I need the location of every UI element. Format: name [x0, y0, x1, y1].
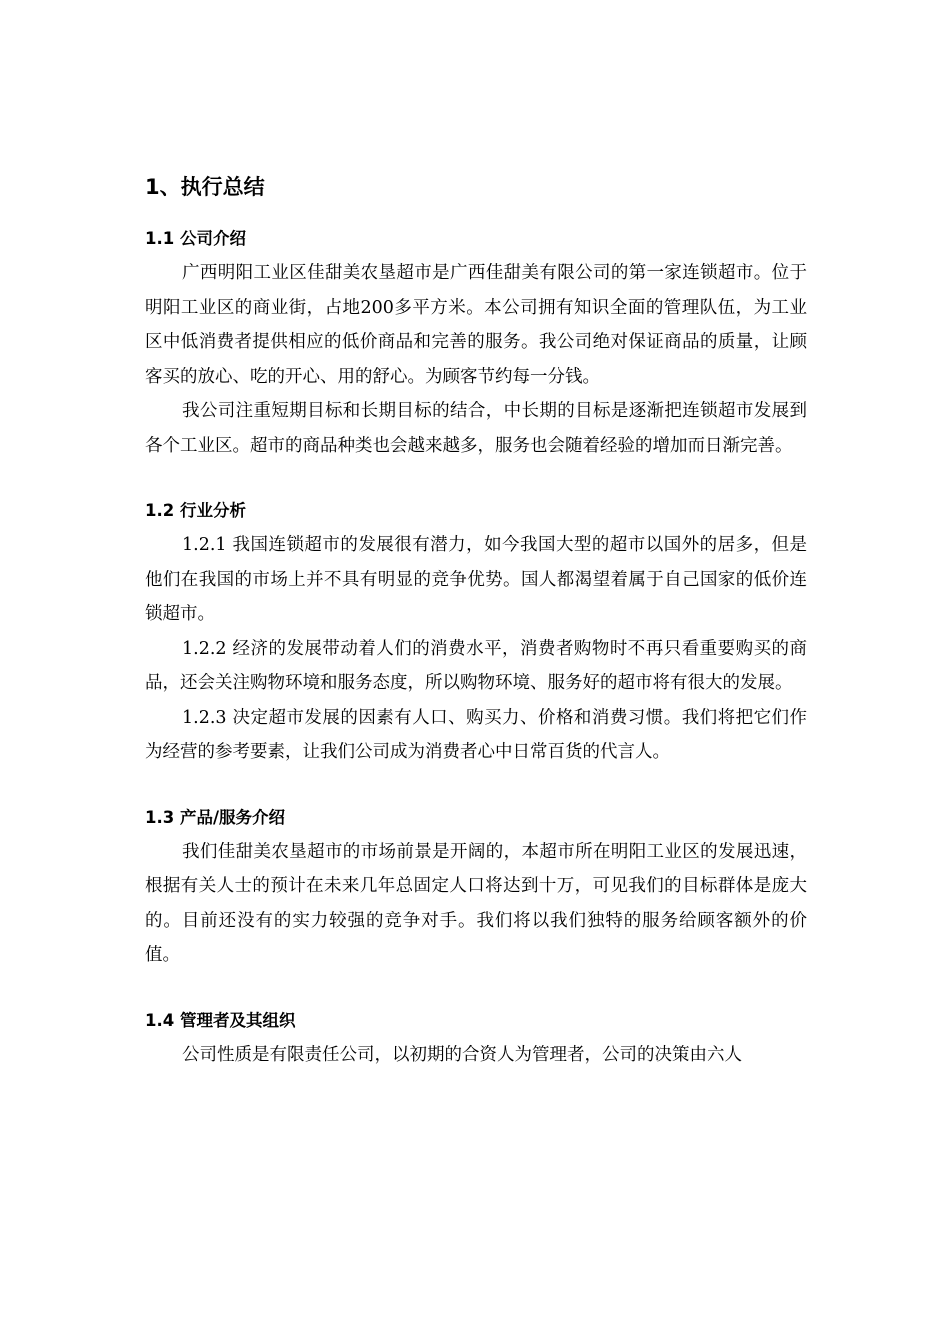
section-spacer	[145, 463, 807, 494]
section-industry-analysis	[145, 494, 807, 770]
section-product-service	[145, 801, 807, 973]
section-heading: 1.1 公司介绍	[145, 229, 246, 248]
chapter-heading: 1、执行总结	[145, 175, 265, 199]
paragraph: 1.2.2 经济的发展带动着人们的消费水平，消费者购物时不再只看重要购买的商品，还会关注购物环境和服务态度，所以购物环境、服务好的超市将有很大的发展。	[145, 638, 807, 693]
section-spacer	[145, 770, 807, 801]
paragraph: 1.2.3 决定超市发展的因素有人口、购买力、价格和消费习惯。我们将把它们作为经营的参考要素，让我们公司成为消费者心中日常百货的代言人。	[145, 707, 807, 762]
section-management	[145, 1004, 807, 1073]
section-heading: 1.3 产品/服务介绍	[145, 807, 286, 827]
paragraph: 我公司注重短期目标和长期目标的结合，中长期的目标是逐渐把连锁超市发展到各个工业区。超市的商品种类也会越来越多，服务也会随着经验的增加而日渐完善。	[145, 401, 807, 456]
document-page	[145, 170, 807, 1072]
section-company-intro	[145, 222, 807, 463]
section-heading: 1.4 管理者及其组织	[145, 1010, 296, 1030]
paragraph: 广西明阳工业区佳甜美农垦超市是广西佳甜美有限公司的第一家连锁超市。位于明阳工业区的商业街，占地200多平方米。本公司拥有知识全面的管理队伍，为工业区中低消费者提供相应的低价商品和完善的服务。我公司绝对保证商品的质量，让顾客买的放心、吃的开心、用的舒心。为顾客节约每一分钱。	[145, 263, 807, 387]
section-heading: 1.2 行业分析	[145, 501, 246, 520]
paragraph: 公司性质是有限责任公司，以初期的合资人为管理者，公司的决策由六人	[182, 1044, 742, 1065]
paragraph: 1.2.1 我国连锁超市的发展很有潜力，如今我国大型的超市以国外的居多，但是他们在我国的市场上并不具有明显的竞争优势。国人都渴望着属于自己国家的低价连锁超市。	[145, 535, 807, 624]
paragraph: 我们佳甜美农垦超市的市场前景是开阔的，本超市所在明阳工业区的发展迅速，根据有关人士的预计在未来几年总固定人口将达到十万，可见我们的目标群体是庞大的。目前还没有的实力较强的竞争对手。我们将以我们独特的服务给顾客额外的价值。	[145, 841, 807, 965]
section-spacer	[145, 973, 807, 1004]
